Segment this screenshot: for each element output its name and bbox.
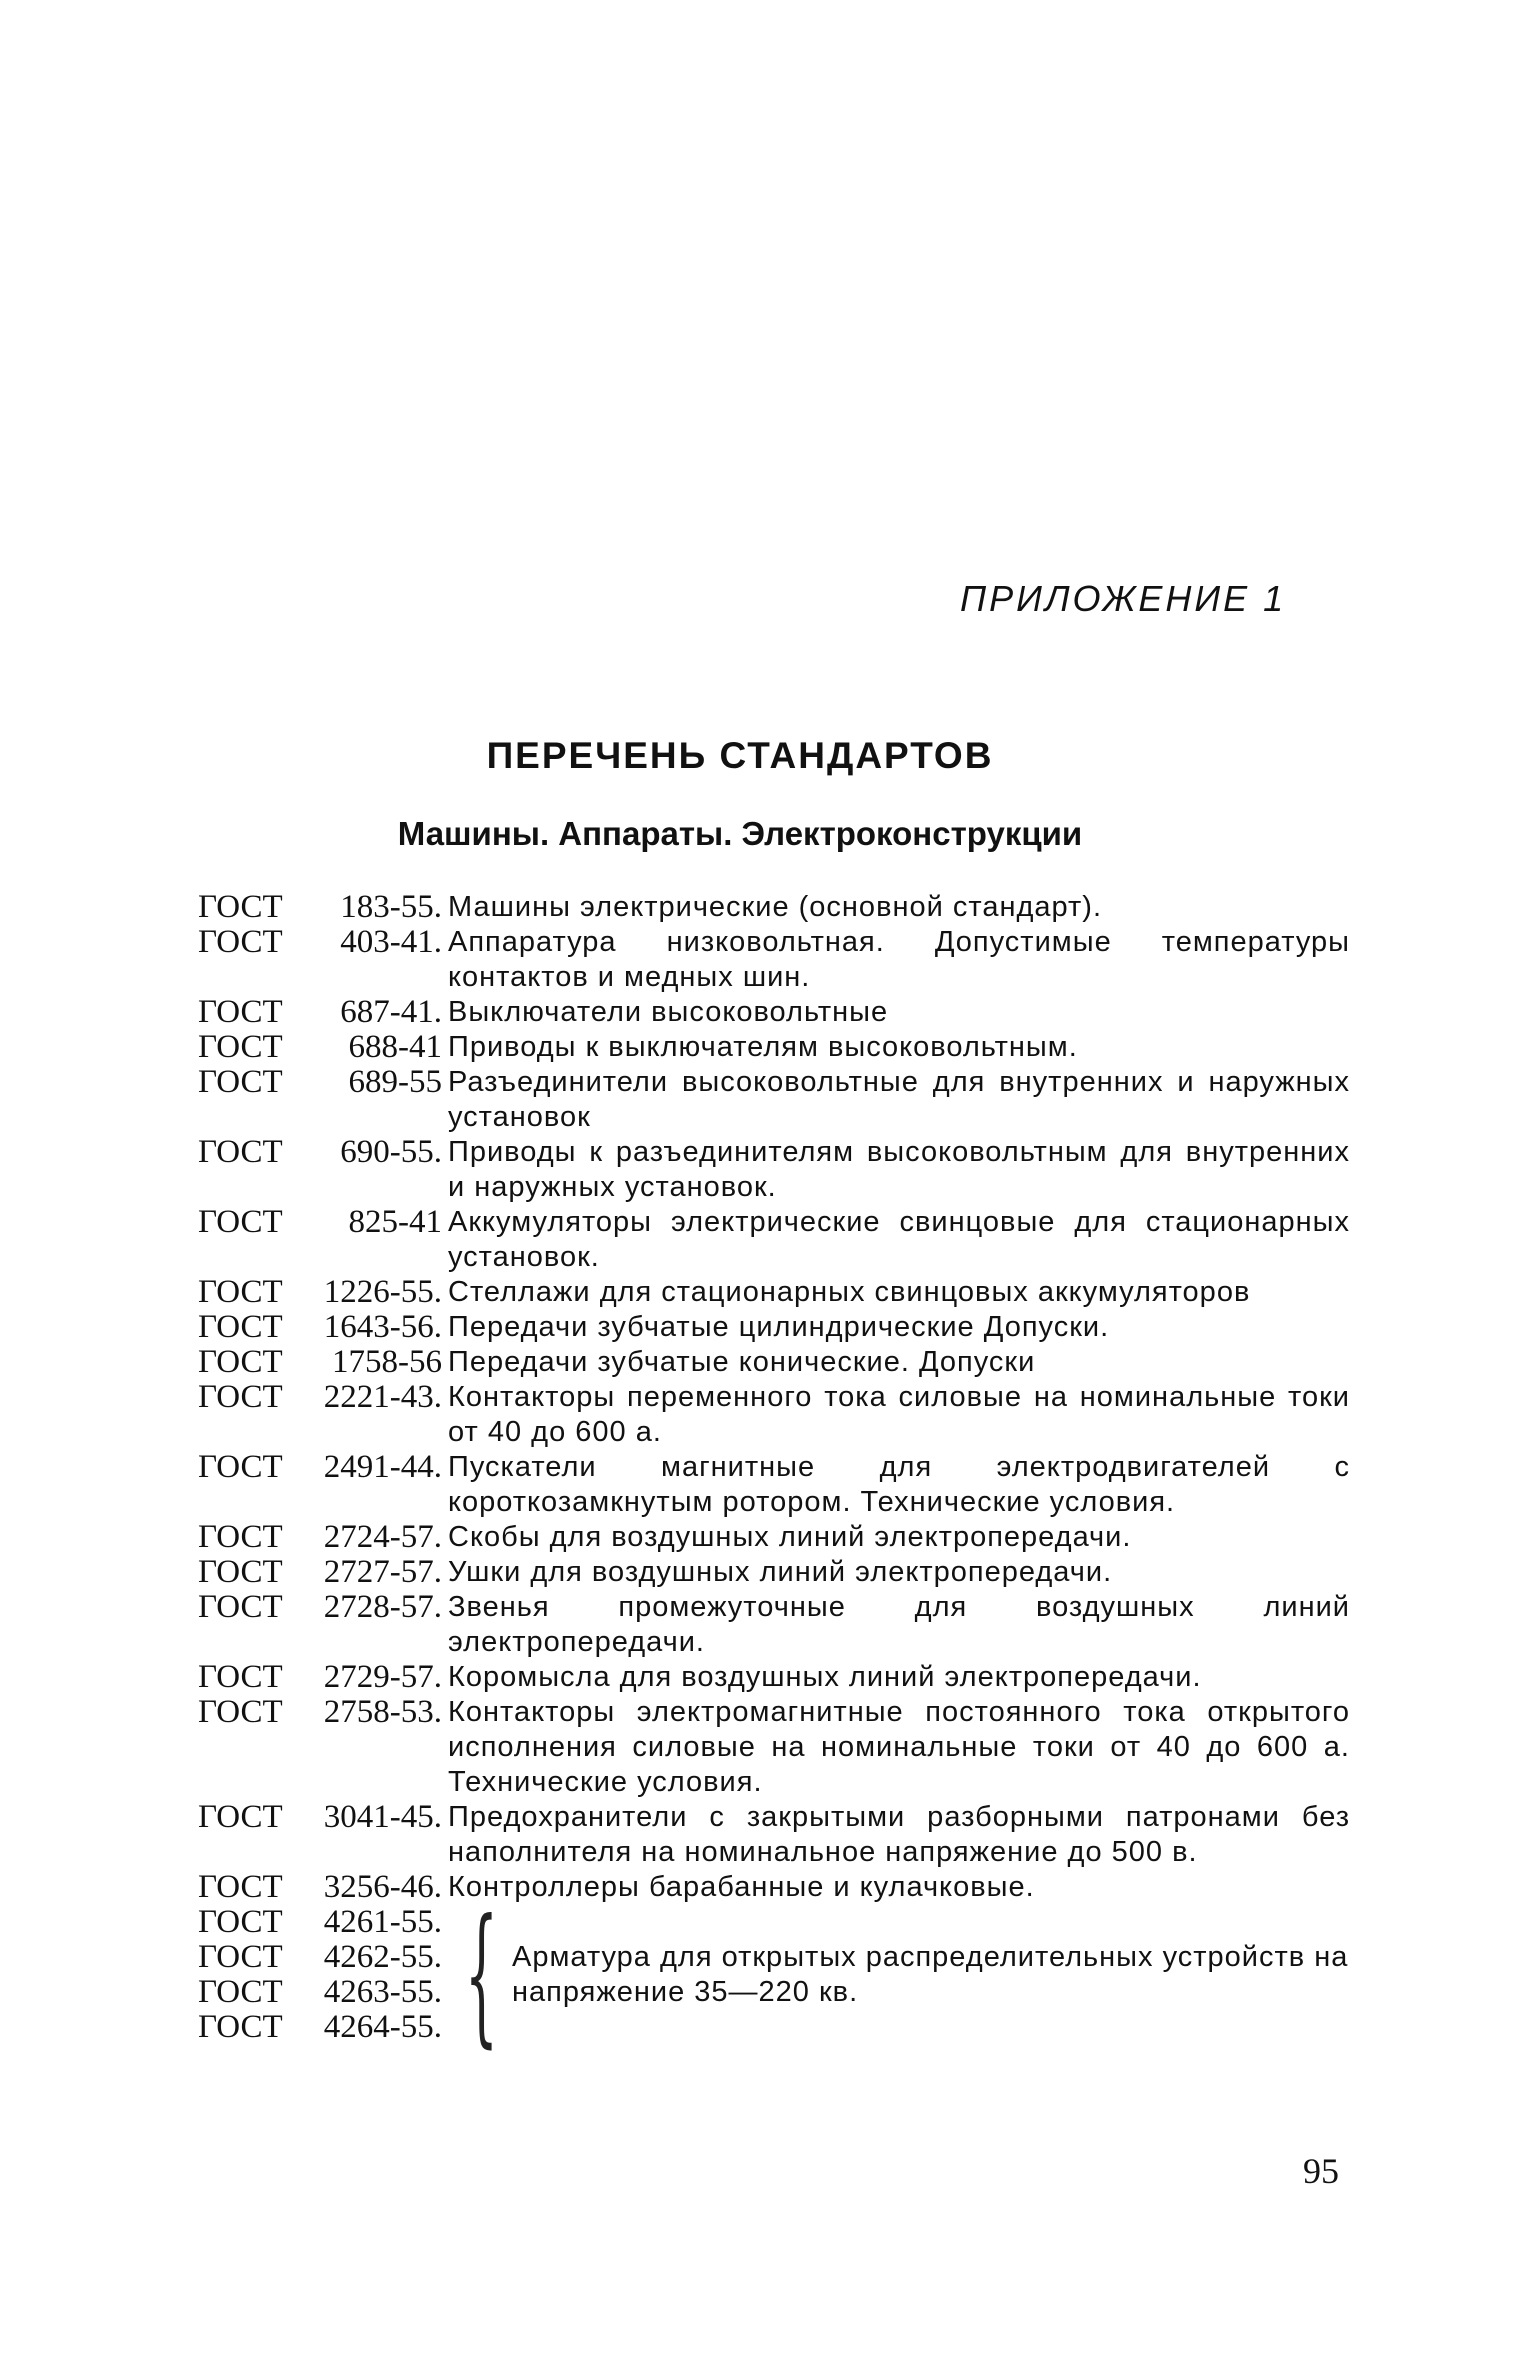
standard-title: Разъединители высоковольтные для внутренних и наружных установок <box>448 1066 1350 1133</box>
gost-prefix: ГОСТ <box>198 1309 283 1345</box>
standard-number: 1643-56. <box>323 1309 442 1345</box>
standard-title: Машины электрические (основной стандарт). <box>448 891 1103 923</box>
standard-number: 1226-55. <box>323 1274 442 1310</box>
gost-prefix: ГОСТ <box>198 2009 283 2045</box>
page-number: 95 <box>1303 2151 1339 2191</box>
standard-entry <box>198 1065 1350 1135</box>
standard-entry <box>198 1520 1350 1555</box>
gost-prefix: ГОСТ <box>198 1274 283 1310</box>
standard-number: 403-41. <box>340 924 442 960</box>
gost-prefix: ГОСТ <box>198 1344 283 1380</box>
standard-title: Передачи зубчатые конические. Допуски <box>448 1346 1036 1378</box>
standard-number: 690-55. <box>340 1134 442 1170</box>
standard-entry <box>198 2010 442 2045</box>
gost-prefix: ГОСТ <box>198 1589 283 1625</box>
gost-prefix: ГОСТ <box>198 1379 283 1415</box>
standard-number: 2727-57. <box>323 1554 442 1590</box>
standard-title: Пускатели магнитные для электродвигателей с короткозамкнутым ротором. Технические условия. <box>448 1451 1350 1518</box>
standard-entry <box>198 1940 442 1975</box>
gost-prefix: ГОСТ <box>198 1974 283 2010</box>
gost-prefix: ГОСТ <box>198 924 283 960</box>
standard-entry <box>198 1660 1350 1695</box>
standard-title: Звенья промежуточные для воздушных линий электропередачи. <box>448 1591 1350 1658</box>
gost-prefix: ГОСТ <box>198 994 283 1030</box>
standard-title: Предохранители с закрытыми разборными патронами без наполнителя на номинальное напряжение до 500 в. <box>448 1801 1350 1868</box>
standard-title: Контроллеры барабанные и кулачковые. <box>448 1871 1035 1903</box>
standard-title: Приводы к выключателям высоковольтным. <box>448 1031 1078 1063</box>
standard-number: 2758-53. <box>323 1694 442 1730</box>
standard-title: Скобы для воздушных линий электропередачи. <box>448 1521 1132 1553</box>
gost-prefix: ГОСТ <box>198 889 283 925</box>
standard-number: 3256-46. <box>323 1869 442 1905</box>
standard-entry <box>198 1695 1350 1800</box>
grouped-standards <box>198 1888 1350 2062</box>
standards-list <box>198 889 1350 2062</box>
gost-prefix: ГОСТ <box>198 1939 283 1975</box>
gost-prefix: ГОСТ <box>198 1554 283 1590</box>
gost-prefix: ГОСТ <box>198 1064 283 1100</box>
standard-title: Передачи зубчатые цилиндрические Допуски. <box>448 1311 1110 1343</box>
gost-prefix: ГОСТ <box>198 1659 283 1695</box>
grouped-codes <box>198 1905 442 2045</box>
standard-number: 2728-57. <box>323 1589 442 1625</box>
standard-entry <box>198 1380 1350 1450</box>
standard-entry <box>198 1975 442 2010</box>
gost-prefix: ГОСТ <box>198 1449 283 1485</box>
standard-number: 2724-57. <box>323 1519 442 1555</box>
standard-entry <box>198 1205 1350 1275</box>
standard-number: 1758-56 <box>332 1344 442 1380</box>
standard-number: 3041-45. <box>323 1799 442 1835</box>
standard-title: Контакторы переменного тока силовые на номинальные токи от 40 до 600 а. <box>448 1381 1350 1448</box>
gost-prefix: ГОСТ <box>198 1799 283 1835</box>
standard-entry <box>198 1800 1350 1870</box>
standard-entry <box>198 1905 442 1940</box>
standard-entry <box>198 1555 1350 1590</box>
curly-brace: { <box>464 1888 499 2062</box>
standard-entry <box>198 1870 1350 1905</box>
standard-entry <box>198 925 1350 995</box>
standard-title: Приводы к разъединителям высоковольтным для внутренних и наружных установок. <box>448 1136 1350 1203</box>
standard-number: 2221-43. <box>323 1379 442 1415</box>
standard-number: 687-41. <box>340 994 442 1030</box>
standard-title: Выключатели высоковольтные <box>448 996 889 1028</box>
gost-prefix: ГОСТ <box>198 1029 283 1065</box>
standard-entry <box>198 1590 1350 1660</box>
standard-number: 2729-57. <box>323 1659 442 1695</box>
gost-prefix: ГОСТ <box>198 1694 283 1730</box>
gost-prefix: ГОСТ <box>198 1134 283 1170</box>
standard-number: 688-41 <box>348 1029 442 1065</box>
standard-number: 2491-44. <box>323 1449 442 1485</box>
standard-number: 825-41 <box>348 1204 442 1240</box>
section-subtitle: Машины. Аппараты. Электроконструкции <box>397 815 1083 852</box>
gost-prefix: ГОСТ <box>198 1204 283 1240</box>
standard-number: 689-55 <box>348 1064 442 1100</box>
standard-title: Стеллажи для стационарных свинцовых аккумуляторов <box>448 1276 1251 1308</box>
standard-entry <box>198 1135 1350 1205</box>
gost-prefix: ГОСТ <box>198 1519 283 1555</box>
standard-number: 4262-55. <box>323 1939 442 1975</box>
standard-entry <box>198 1275 1350 1310</box>
standard-title: Коромысла для воздушных линий электропередачи. <box>448 1661 1202 1693</box>
gost-prefix: ГОСТ <box>198 1869 283 1905</box>
standard-entry <box>198 1310 1350 1345</box>
standard-title: Аппаратура низковольтная. Допустимые температуры контактов и медных шин. <box>448 926 1350 993</box>
grouped-standards-title: Арматура для открытых распределительных устройств на напряжение 35—220 кв. <box>512 1941 1349 2008</box>
standard-entry <box>198 995 1350 1030</box>
standard-entry <box>198 1030 1350 1065</box>
standard-number: 4263-55. <box>323 1974 442 2010</box>
standard-number: 4264-55. <box>323 2009 442 2045</box>
standard-entry <box>198 1345 1350 1380</box>
gost-prefix: ГОСТ <box>198 1904 283 1940</box>
standard-title: Аккумуляторы электрические свинцовые для стационарных установок. <box>448 1206 1350 1273</box>
standard-number: 4261-55. <box>323 1904 442 1940</box>
standard-title: Контакторы электромагнитные постоянного тока открытого исполнения силовые на номинальные токи от 40 до 600 а. Технические условия. <box>448 1696 1350 1798</box>
standard-number: 183-55. <box>340 889 442 925</box>
standard-title: Ушки для воздушных линий электропередачи. <box>448 1556 1113 1588</box>
standard-entry <box>198 890 1350 925</box>
appendix-label: ПРИЛОЖЕНИЕ 1 <box>960 578 1287 619</box>
page-title: ПЕРЕЧЕНЬ СТАНДАРТОВ <box>486 735 994 776</box>
standard-entry <box>198 1450 1350 1520</box>
